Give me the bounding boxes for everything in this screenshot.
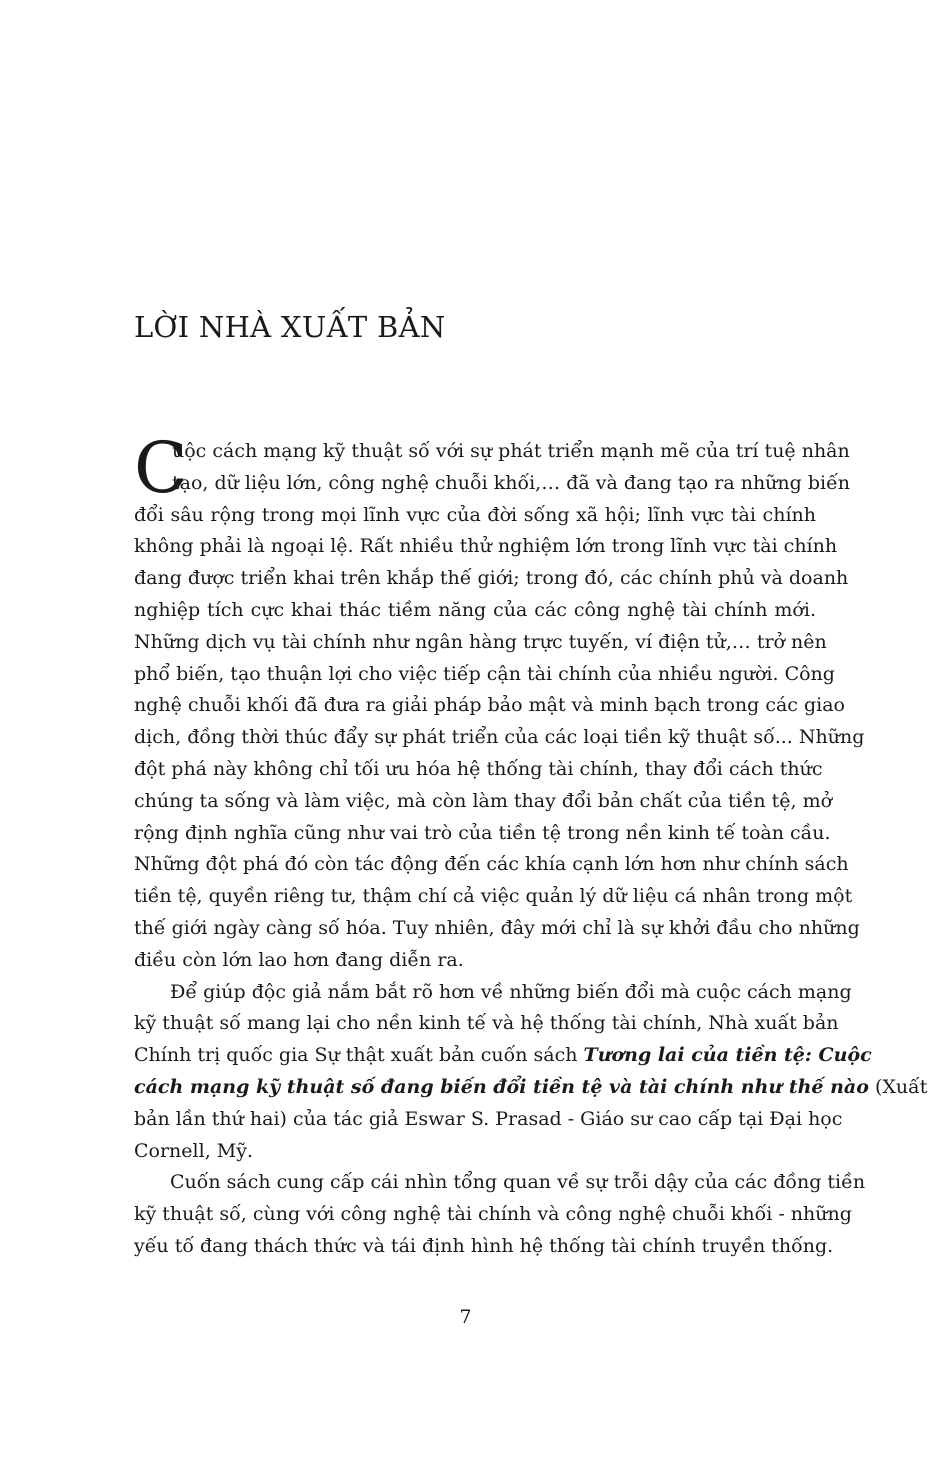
text-line — [134, 1072, 928, 1104]
text-line: dịch, đồng thời thúc đẩy sự phát triển của các loại tiền kỹ thuật số... Những — [134, 726, 865, 749]
text-line: phổ biến, tạo thuận lợi cho việc tiếp cận tài chính của nhiều người. Công — [134, 662, 835, 685]
paragraph-1 — [134, 427, 865, 977]
text-line: kỹ thuật số, cùng với công nghệ tài chính và công nghệ chuỗi khối - những — [134, 1203, 852, 1226]
text-line: nghiệp tích cực khai thác tiềm năng của các công nghệ tài chính mới. — [134, 598, 816, 621]
text-line: đột phá này không chỉ tối ưu hóa hệ thống tài chính, thay đổi cách thức — [134, 757, 823, 780]
text-line: thế giới ngày càng số hóa. Tuy nhiên, đây mới chỉ là sự khởi đầu cho những — [134, 916, 860, 939]
text-line: đang được triển khai trên khắp thế giới; trong đó, các chính phủ và doanh — [134, 567, 849, 590]
text-line: Những đột phá đó còn tác động đến các khía cạnh lớn hơn như chính sách — [134, 853, 849, 876]
text-line: Những dịch vụ tài chính như ngân hàng trực tuyến, ví điện tử,… trở nên — [134, 630, 827, 653]
text-line: kỹ thuật số mang lại cho nền kinh tế và hệ thống tài chính, Nhà xuất bản — [134, 1012, 839, 1035]
text-line: không phải là ngoại lệ. Rất nhiều thử nghiệm lớn trong lĩnh vực tài chính — [134, 535, 838, 558]
page-title: LỜI NHÀ XUẤT BẢN — [134, 310, 446, 344]
text-line: Để giúp độc giả nắm bắt rõ hơn về những biến đổi mà cuộc cách mạng — [170, 980, 852, 1003]
text-line: rộng định nghĩa cũng như vai trò của tiền tệ trong nền kinh tế toàn cầu. — [134, 821, 831, 844]
text-line: tạo, dữ liệu lớn, công nghệ chuỗi khối,… đã và đang tạo ra những biến — [172, 471, 851, 494]
paragraph-2 — [134, 977, 928, 1168]
text-line: nghệ chuỗi khối đã đưa ra giải pháp bảo mật và minh bạch trong các giao — [134, 694, 845, 717]
page-number: 7 — [459, 1306, 472, 1328]
text-line: bản lần thứ hai) của tác giả Eswar S. Prasad - Giáo sư cao cấp tại Đại học — [134, 1107, 843, 1130]
text-line: chúng ta sống và làm việc, mà còn làm thay đổi bản chất của tiền tệ, mở — [134, 789, 833, 812]
text-fragment: (Xuất — [868, 1075, 928, 1098]
drop-cap: C — [134, 427, 188, 509]
book-title-part: cách mạng kỹ thuật số đang biến đổi tiền tệ và tài chính như thế nào — [134, 1075, 869, 1098]
text-fragment: Chính trị quốc gia Sự thật xuất bản cuốn sách — [134, 1044, 584, 1067]
text-line — [134, 1040, 872, 1072]
text-line: điều còn lớn lao hơn đang diễn ra. — [134, 948, 464, 971]
text-line: Cuốn sách cung cấp cái nhìn tổng quan về sự trỗi dậy của các đồng tiền — [170, 1171, 866, 1194]
paragraph-3 — [134, 1167, 866, 1262]
text-line: uộc cách mạng kỹ thuật số với sự phát triển mạnh mẽ của trí tuệ nhân — [172, 440, 850, 462]
body-text — [134, 427, 928, 1263]
text-line: tiền tệ, quyền riêng tư, thậm chí cả việc quản lý dữ liệu cá nhân trong một — [134, 885, 853, 908]
text-line: đổi sâu rộng trong mọi lĩnh vực của đời sống xã hội; lĩnh vực tài chính — [134, 503, 816, 526]
book-title-part: Tương lai của tiền tệ: Cuộc — [583, 1044, 872, 1067]
text-line: yếu tố đang thách thức và tái định hình hệ thống tài chính truyền thống. — [134, 1234, 834, 1257]
text-line: Cornell, Mỹ. — [134, 1139, 254, 1162]
